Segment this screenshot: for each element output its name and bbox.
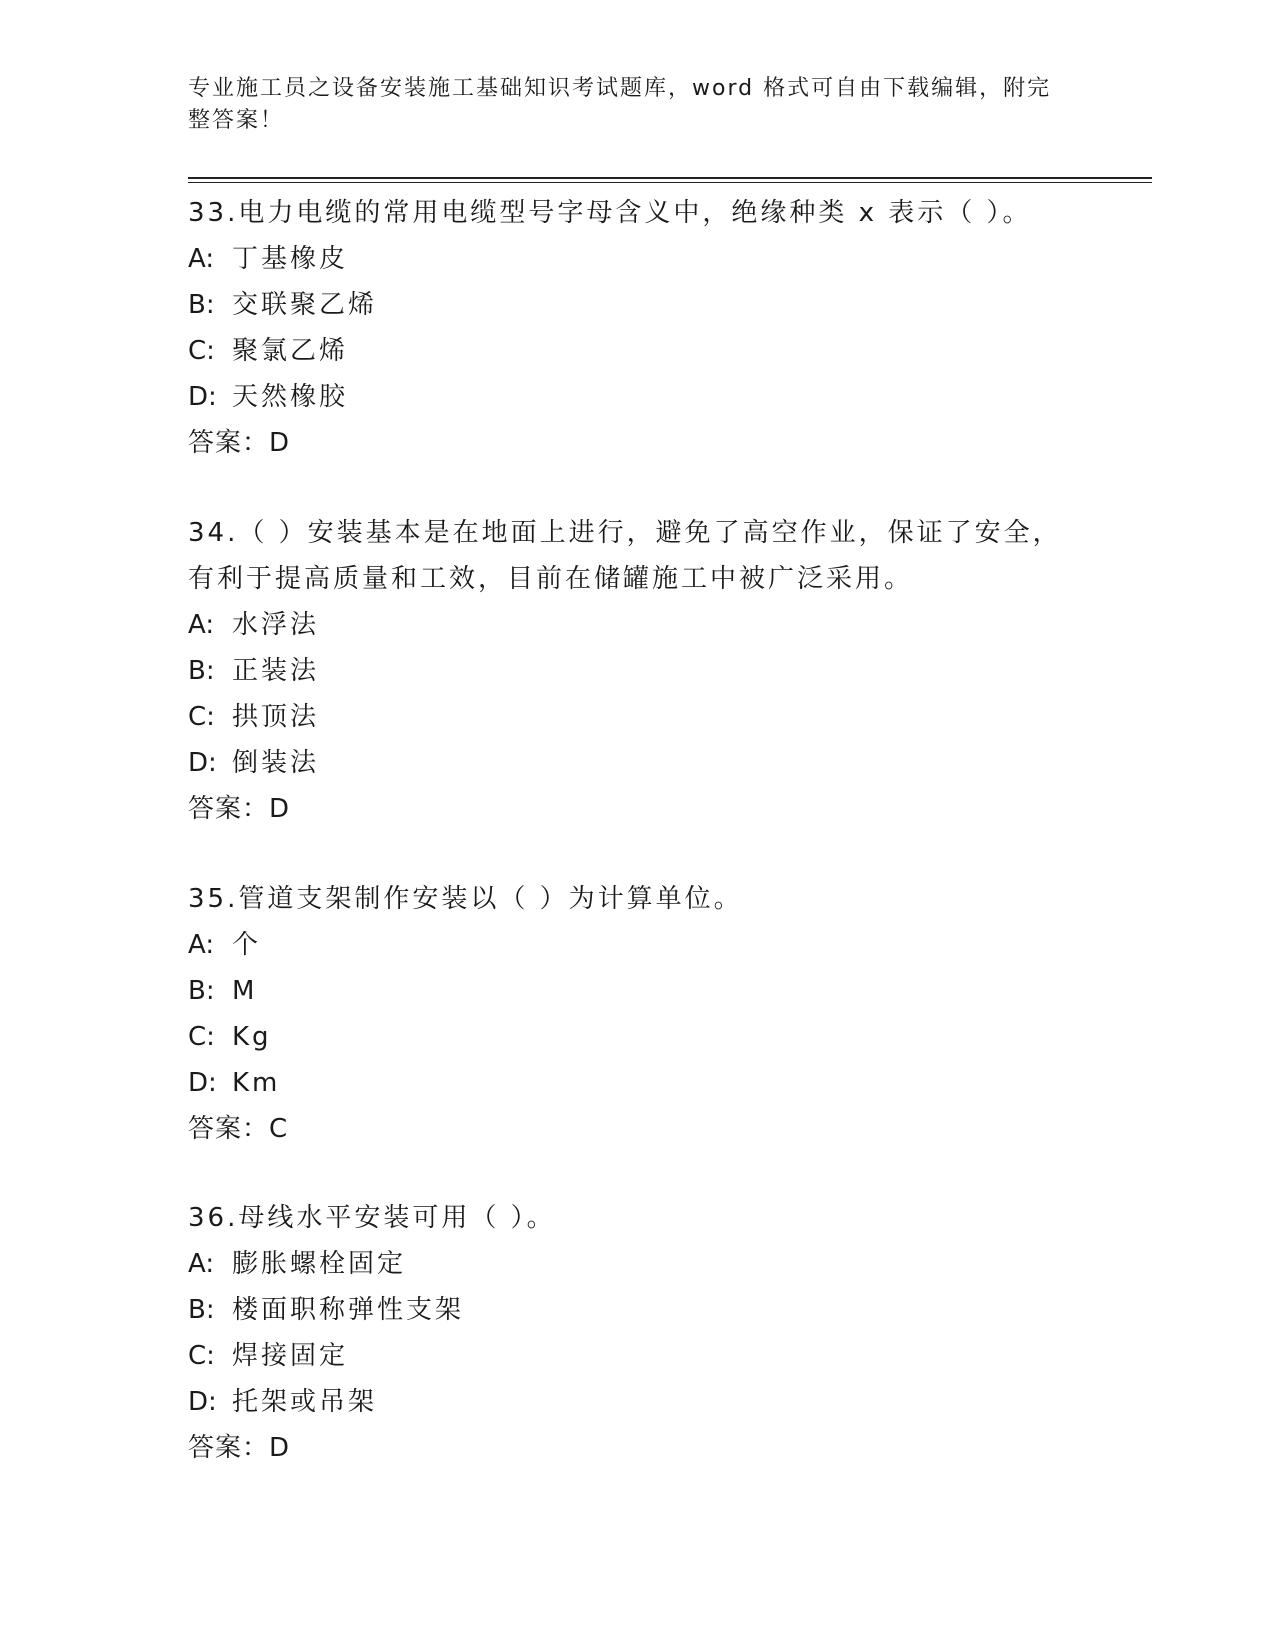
question-stem: 33.电力电缆的常用电缆型号字母含义中，绝缘种类 x 表示（ ）。 <box>188 198 1032 228</box>
option-label: B: <box>188 976 215 1006</box>
question-stem: 35.管道支架制作安装以（ ）为计算单位。 <box>188 884 743 914</box>
question-stem-continued: 有利于提高质量和工效，目前在储罐施工中被广泛采用。 <box>188 564 914 594</box>
option-text: M <box>232 976 258 1006</box>
option-label: D: <box>188 1068 217 1098</box>
option-c <box>188 694 1088 740</box>
option-label: A: <box>188 930 215 960</box>
option-text: 水浮法 <box>232 610 320 640</box>
option-c <box>188 1014 1088 1060</box>
option-text: 天然橡胶 <box>232 382 349 412</box>
option-text: 焊接固定 <box>232 1341 349 1371</box>
option-text: 个 <box>232 930 262 960</box>
option-label: D: <box>188 1387 217 1417</box>
option-label: C: <box>188 1341 215 1371</box>
option-d <box>188 374 1088 420</box>
option-d <box>188 740 1088 786</box>
option-b <box>188 282 1088 328</box>
answer: 答案：D <box>188 794 291 824</box>
option-label: C: <box>188 336 215 366</box>
option-c <box>188 1333 1088 1379</box>
option-label: C: <box>188 702 215 732</box>
question-34 <box>188 510 1088 832</box>
question-stem: 34.（ ）安装基本是在地面上进行，避免了高空作业，保证了安全， <box>188 518 1062 548</box>
option-label: D: <box>188 382 217 412</box>
option-c <box>188 328 1088 374</box>
document-header: 专业施工员之设备安装施工基础知识考试题库，word 格式可自由下载编辑，附完整答案！ <box>188 76 1052 133</box>
option-text: 丁基橡皮 <box>232 244 349 274</box>
option-text: 楼面职称弹性支架 <box>232 1295 465 1325</box>
option-text: 倒装法 <box>232 748 320 778</box>
question-33 <box>188 190 1088 466</box>
option-label: A: <box>188 244 215 274</box>
option-label: B: <box>188 656 215 686</box>
answer: 答案：C <box>188 1114 289 1144</box>
question-35 <box>188 876 1088 1152</box>
option-label: B: <box>188 1295 215 1325</box>
option-a <box>188 602 1088 648</box>
option-label: D: <box>188 748 217 778</box>
option-d <box>188 1060 1088 1106</box>
option-text: 聚氯乙烯 <box>232 336 349 366</box>
question-stem: 36.母线水平安装可用（ ）。 <box>188 1203 556 1233</box>
header-divider <box>188 177 1152 183</box>
option-text: Kg <box>232 1022 272 1052</box>
option-label: A: <box>188 610 215 640</box>
answer: 答案：D <box>188 428 291 458</box>
option-label: A: <box>188 1249 215 1279</box>
option-text: 拱顶法 <box>232 702 320 732</box>
option-a <box>188 236 1088 282</box>
option-d <box>188 1379 1088 1425</box>
answer: 答案：D <box>188 1433 291 1463</box>
option-a <box>188 922 1088 968</box>
option-text: 交联聚乙烯 <box>232 290 378 320</box>
option-a <box>188 1241 1088 1287</box>
option-text: 膨胀螺栓固定 <box>232 1249 407 1279</box>
option-b <box>188 648 1088 694</box>
option-text: Km <box>232 1068 281 1098</box>
option-text: 正装法 <box>232 656 320 686</box>
question-36 <box>188 1195 1088 1471</box>
option-label: B: <box>188 290 215 320</box>
option-text: 托架或吊架 <box>232 1387 378 1417</box>
option-label: C: <box>188 1022 215 1052</box>
option-b <box>188 1287 1088 1333</box>
option-b <box>188 968 1088 1014</box>
